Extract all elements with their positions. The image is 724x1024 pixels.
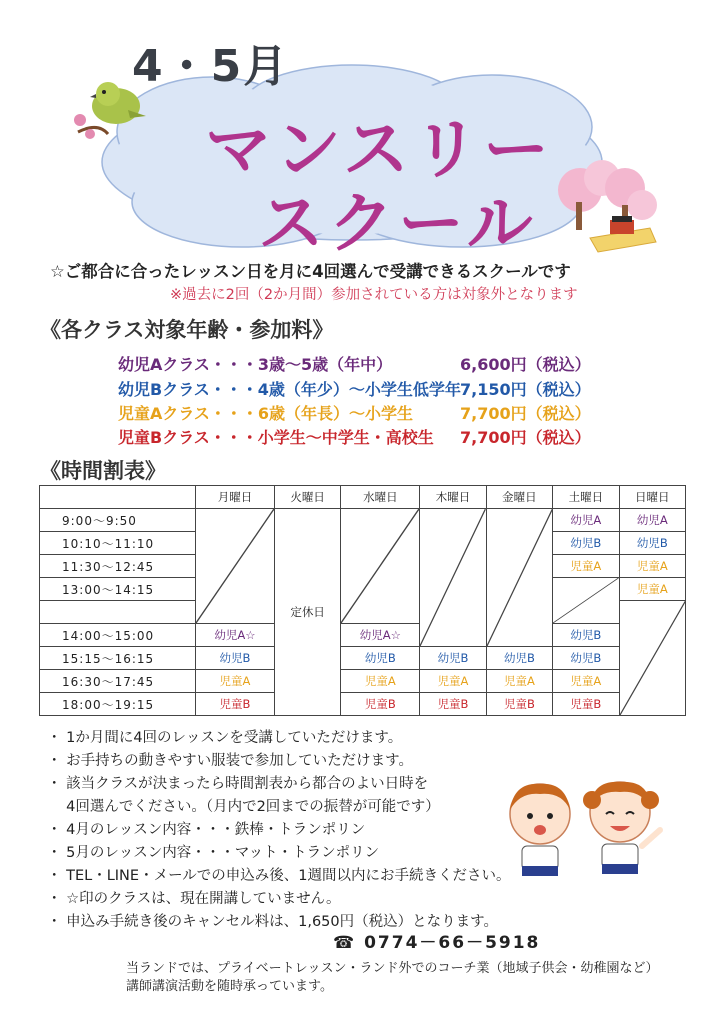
schedule-heading: 《時間割表》	[40, 459, 166, 483]
class-label: 児童Bクラス・・・小学生～中学生・高校生	[118, 428, 434, 447]
timetable	[39, 485, 686, 716]
class-label: 幼児Bクラス・・・4歳（年少）～小学生低学年	[118, 380, 461, 399]
sat-cell: 児童A	[553, 670, 619, 693]
day-header: 土曜日	[553, 486, 619, 509]
class-price: 6,600円（税込）	[460, 355, 591, 374]
month-heading: 4・5月	[132, 41, 290, 92]
thu-empty-cell	[420, 509, 486, 647]
bullet-item: ・ 1か月間に4回のレッスンを受講していただけます。	[47, 730, 403, 746]
bullet-item: ・ TEL・LINE・メールでの申込み後、1週間以内にお手続きください。	[47, 868, 511, 884]
mon-cell: 児童A	[196, 670, 275, 693]
day-header: 月曜日	[196, 486, 275, 509]
time-slot: 13:00～14:15	[40, 578, 196, 601]
tue-closed-cell: 定休日	[274, 509, 340, 716]
sun-cell: 児童A	[619, 578, 685, 601]
sakura-picnic-icon	[550, 160, 660, 255]
class-row-youji-a	[118, 352, 591, 375]
eligibility-note: ※過去に2回（2か月間）参加されている方は対象外となります	[170, 287, 578, 303]
wed-cell: 児童A	[341, 670, 420, 693]
bullet-item: ・ ☆印のクラスは、現在開講していません。	[47, 891, 341, 907]
sat-cell: 児童B	[553, 693, 619, 716]
class-row-jidou-b	[118, 425, 591, 448]
wed-empty-cell	[341, 509, 420, 624]
wed-cell: 幼児A☆	[341, 624, 420, 647]
title-line-1: マンスリー	[205, 111, 554, 188]
class-row-youji-b	[118, 377, 591, 400]
sat-cell: 幼児B	[553, 624, 619, 647]
fri-cell: 幼児B	[486, 647, 552, 670]
bullet-item: ・ 4月のレッスン内容・・・鉄棒・トランポリン	[47, 822, 366, 838]
sat-cell: 幼児A	[553, 509, 619, 532]
bullet-item: ・ 申込み手続き後のキャンセル料は、1,650円（税込）となります。	[47, 914, 498, 930]
time-slot: 10:10～11:10	[40, 532, 196, 555]
phone-number: 0774－66－5918	[364, 933, 541, 953]
time-slot: 9:00～9:50	[40, 509, 196, 532]
sat-cell: 幼児B	[553, 647, 619, 670]
bullet-item: ・ お手持ちの動きやすい服装で参加していただけます。	[47, 753, 413, 769]
sat-cell: 児童A	[553, 555, 619, 578]
sun-cell: 幼児B	[619, 532, 685, 555]
classes-heading: 《各クラス対象年齢・参加料》	[40, 318, 334, 342]
phone-icon: ☎	[333, 933, 365, 953]
bullet-item: ・ 5月のレッスン内容・・・マット・トランポリン	[47, 845, 380, 861]
time-slot: 16:30～17:45	[40, 670, 196, 693]
wed-cell: 幼児B	[341, 647, 420, 670]
lead-text: ☆ご都合に合ったレッスン日を月に4回選んで受講できるスクールです	[50, 262, 571, 281]
sun-cell: 幼児A	[619, 509, 685, 532]
time-slot: 14:00～15:00	[40, 624, 196, 647]
footer-line: 当ランドでは、プライベートレッスン・ランド外でのコーチ業（地域子供会・幼稚園など）	[126, 961, 659, 976]
day-header: 金曜日	[486, 486, 552, 509]
mon-cell: 幼児B	[196, 647, 275, 670]
class-label: 児童Aクラス・・・6歳（年長）～小学生	[118, 404, 414, 423]
sat-empty-cell	[553, 578, 619, 624]
mon-cell: 幼児A☆	[196, 624, 275, 647]
fri-empty-cell	[486, 509, 552, 647]
thu-cell: 幼児B	[420, 647, 486, 670]
day-header: 日曜日	[619, 486, 685, 509]
time-slot-blank	[40, 601, 196, 624]
fri-cell: 児童B	[486, 693, 552, 716]
mon-cell: 児童B	[196, 693, 275, 716]
footer-line: 講師講演活動を随時承っています。	[126, 979, 333, 994]
class-price: 7,700円（税込）	[460, 428, 591, 447]
class-price: 7,150円（税込）	[460, 380, 591, 399]
title-line-2: スクール	[258, 185, 537, 262]
day-header: 木曜日	[420, 486, 486, 509]
sun-cell: 児童A	[619, 555, 685, 578]
header-corner	[40, 486, 196, 509]
class-row-jidou-a	[118, 401, 591, 424]
mon-empty-cell	[196, 509, 275, 624]
sun-empty-cell	[619, 601, 685, 716]
class-price: 7,700円（税込）	[460, 404, 591, 423]
fri-cell: 児童A	[486, 670, 552, 693]
thu-cell: 児童A	[420, 670, 486, 693]
bullet-item: 4回選んでください。（月内で2回までの振替が可能です）	[47, 799, 440, 815]
time-slot: 18:00～19:15	[40, 693, 196, 716]
bullet-item: ・ 該当クラスが決まったら時間割表から都合のよい日時を	[47, 776, 429, 792]
children-illustration	[492, 770, 670, 882]
day-header: 水曜日	[341, 486, 420, 509]
thu-cell: 児童B	[420, 693, 486, 716]
class-label: 幼児Aクラス・・・3歳～5歳（年中）	[118, 355, 393, 374]
sat-cell: 幼児B	[553, 532, 619, 555]
day-header: 火曜日	[274, 486, 340, 509]
time-slot: 15:15～16:15	[40, 647, 196, 670]
wed-cell: 児童B	[341, 693, 420, 716]
time-slot: 11:30～12:45	[40, 555, 196, 578]
phone-line	[333, 928, 540, 953]
